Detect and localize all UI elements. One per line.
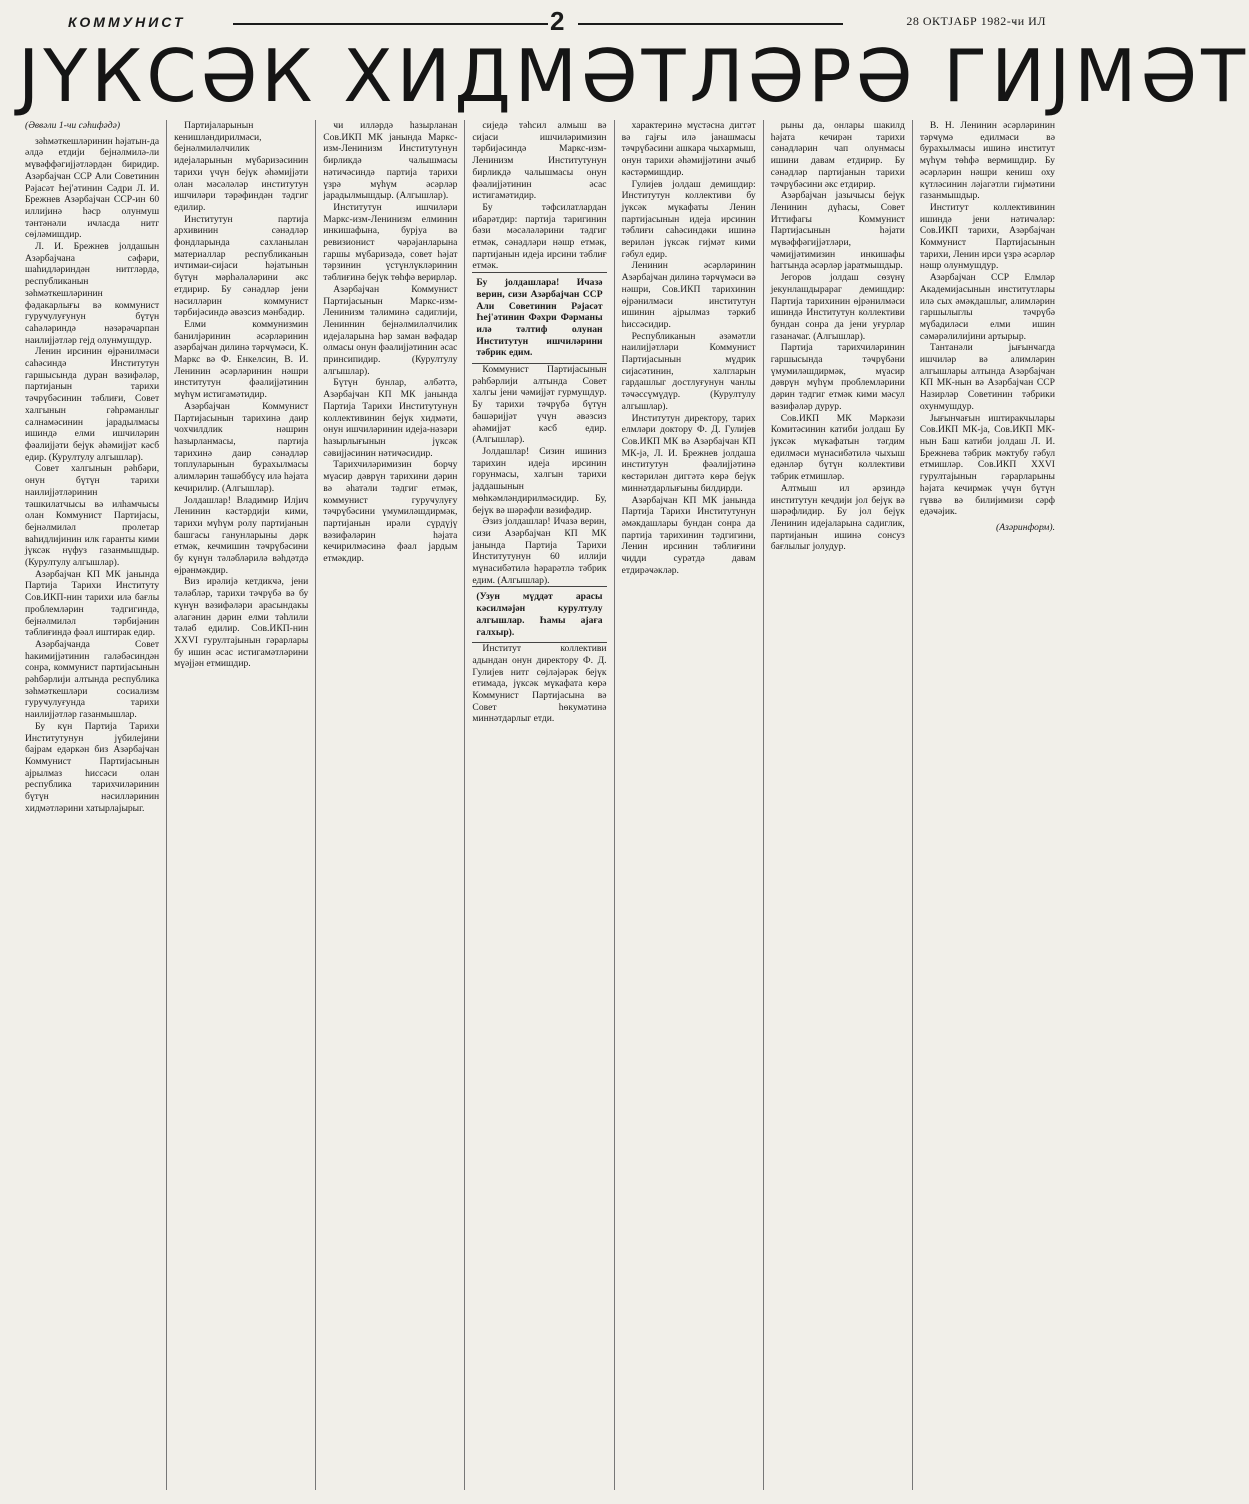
masthead [18, 8, 1062, 36]
paragraph: Азәрбајҹан ССР Елмләр Академијасынын институтлары илә сых әмәкдашлыг, алимләрин гаршылыглы тәҹрүбә мүбадиләси елми ишин сәмәрәлилијини артырыр. [919, 272, 1055, 342]
paragraph: зәһмәткешләринин һәјатын-да әлдә етдији бејнәлмилә-ли мүвәффәгијјәтләрдән биридир. Азәрбајҹан ССР Али Советинин Рәјасәт Һеј'әтинин Сәдри Л. И. Брежнев Азәрбајҹан ССР-ин 60 иллијинә һәср олунмуш тәнтәнәли иҹласда нитг сөјләмишдир. [25, 135, 160, 241]
paragraph: Республиканын әзәмәтли наилијјәтләри Коммунист Партијасынын мүдрик сијасәтинин, халгларын гардашлыг достлуғунун ҹанлы тәҹәссүмүдүр. (Курултулу алгышлар). [621, 330, 756, 412]
news-agency-signature: (Азәринформ). [996, 521, 1055, 533]
paragraph: Институт коллективинин ишиндә јени нәтиҹәләр: Сов.ИКП тарихи, Азәрбајҹан Коммунист Партијасынын тарихи, Ленин ирси үзрә әсәрләр нәшр олунмушдур. [919, 201, 1055, 272]
paragraph: Ленинин әсәрләринин Азәрбајҹан дилинә тәрҹүмәси вә нәшри, Сов.ИКП тарихинин өјрәнилмәси институтун ишинин ајрылмаз тәркиб һиссәсидир. [621, 260, 756, 330]
paragraph: Совет халгынын рәһбәри, онун бүтүн тарихи наилијјәтләринин тәшкилатчысы вә илһамчысы олан Коммунист Партијасы, бејнәлмиләл пролетар ваһидлијинин илк гаранты кими јүксәк нүфуз газанмышдыр. (Курултулу алгышлар). [25, 463, 160, 569]
paragraph: Азәрбајҹан Коммунист Партијасынын Маркс-изм-Ленинизм тәлиминә садиглији, Лениннин бејнәлмиләлчилик идејаларына һәр заман вәфадар олмасы онун фәалијјәтинин әсас принсипидир. (Курултулу алгышлар). [323, 283, 458, 377]
paragraph: характеринә мүстәсна диггәт вә гајғы илә јанашмасы тәҹрүбәсини ашкара чыхармыш, онун тарихи әһәмијјәтини ачыб кәстәрмишдир. [621, 120, 756, 178]
paragraph: Азәрбајҹан јазычысы бејүк Ленинин дүһасы, Совет Иттифагы Коммунист Партијасынын һәјати мүвәффәгијјәтләри, ҹәмијјәтимизин инкишафы һаггында әсәрләр јаратмышдыр. [770, 190, 905, 272]
paragraph: Азәрбајҹанда Совет һакимијјәтинин галәбәсиндән сонра, коммунист партијасынын рәһбәрлији алтында республика зәһмәткешләри сосиализм гуруҹулуғунда тарихи наилијјәтләр газанмышлар. [25, 638, 160, 721]
article-body [18, 120, 1062, 1490]
paragraph: Азәрбајҹан Коммунист Партијасынын тарихинә даир чохҹилдлик нәшрин һазырланмасы, партија тарихинә даир сәнәдләр топлуларынын бурахылмасы алимләрин тәшәббүсү илә һәјата кечирилир. (Алгышлар). [174, 400, 309, 494]
masthead-rule [578, 23, 843, 25]
paragraph: Алтмыш ил әрзиндә институтун кечдији јол бејүк вә шәрәфлидир. Бу јол бејүк Ленинин идејаларына садиглик, партијанын ишинә сонсуз бағлылыг јолудур. [770, 482, 905, 553]
paragraph: Бу күн Партија Тарихи Институтунун јүбилејини бајрам едәркән биз Азәрбајҹан Коммунист Партијасынын ајрылмаз һиссәси олан республика тарихчиләринин бүтүн нәсилләринин хидмәтләрини хатырлајырыг. [25, 720, 160, 814]
page-number: 2 [550, 6, 565, 36]
paragraph: Коммунист Партијасынын рәһбәрлији алтында Совет халгы јени ҹәмијјәт гурмушдур. Бу тарихи тәҹрүбә бүтүн бәшәријјәт үчүн әвәзсиз әһәмијјәт кәсб едир. (Алгышлар). [472, 364, 607, 446]
paper-name: КОММУНИСТ [68, 14, 186, 30]
paragraph: Ленин ирсинин өјрәнилмәси саһәсиндә Институтун гаршысында дуран вәзифәләр, партијанын тарихи тәҹрүбәсинин тәблиғи, Совет халгынын гәһрәманлыг салнамәсинин јарадылмасы ишиндә елми ишчиләрин фәалијјәти бејүк әһәмијјәт кәсб едир. (Курултулу алгышлар). [25, 346, 160, 463]
paragraph: Јолдашлар! Владимир Илјич Ленинин кәстәрдији кими, тарихи мүһүм ролу партијанын башгасы ганунларыны дәрк етмәк, кечмишин тәҹрүбәсини бу күнүн тәләбләрилә вәһдәтдә өјрәнмәкдир. [174, 494, 309, 576]
article-column [316, 120, 465, 1490]
paragraph: Азәрбајҹан КП МК јанында Партија Тарихи Институтунун әмәкдашлары бундан сонра да партија тарихинин тәдгигини, Ленин ирсинин тәблиғини ҹидди сурәтдә давам етдирәҹәкләр. [621, 494, 756, 576]
applause-note: (Узун мүддәт арасы кәсилмәјән курултулу алгышлар. Һамы ајаға галхыр). [472, 586, 606, 643]
paragraph: Институтун директору, тарих елмләри доктору Ф. Д. Гулијев Сов.ИКП МК вә Азәрбајҹан КП МК-јә, Л. И. Брежнев јолдаша институтун фәалијјәтинә көстәрилән диггәтә көрә бејүк миннәтдарлығыны билдирди. [621, 412, 756, 494]
masthead-rule [233, 23, 548, 25]
paragraph: Партијаларынын кенишләндирилмәси, бејнәлмиләлчилик идејаларынын мүбаризәсинин тарихи үчүн бејүк әһәмијјәти олан мәсәләләр институтун ишчиләри тәрәфиндән тәдгиг едилир. [174, 120, 309, 213]
boxed-note: Бу јолдашлара! Ичазә верин, сизи Азәрбајҹан ССР Али Советинин Рәјасәт Һеј'әтинин Фәхри Фәрманы илә тәлтиф олунан Институтун ишчиләрини тәбрик едим. [472, 272, 606, 364]
paragraph: Тарихчиләримизин борҹу мүасир дәврүн тарихини дәрин вә әһатәли тәдгиг етмәк, коммунист гуруҹулуғу тәҹрүбәсини үмумиләшдирмәк, партијанын ирәли сүрдүјү вәзифәләрин һәјата кечирилмәсинә фәал јардым етмәкдир. [323, 459, 458, 565]
paragraph: Әзиз јолдашлар! Ичазә верин, сизи Азәрбајҹан КП МК јанында Партија Тарихи Институтунун 60 иллији мүнасибәтилә һәрарәтлә тәбрик едим. (Алгышлар). [472, 516, 607, 586]
paragraph: Азәрбајҹан КП МК јанында Партија Тарихи Институту Сов.ИКП-нин тарихи илә бағлы проблемләрин тәдгигиндә, бејнәлмиләл тәрбијәнин тәблиғиндә фәал иштирак едир. [25, 568, 160, 639]
paragraph: Виз ирәлијә кетдикҹә, јени тәләбләр, тарихи тәҹрүбә вә бу күнүн вәзифәләри арасындакы әлагәнин дәрин елми тәһлили тәләб едилир. Сов.ИКП-нин XXVI гурултајынын гәрарлары бу ишин әсас истигамәтләрини мүәјјән етмишдир. [174, 576, 309, 670]
paragraph: Институтун ишчиләри Маркс-изм-Ленинизм елминин инкишафына, бурјуа вә ревизионист ҹәрәјанларына гаршы мүбаризәдә, совет һәјат тәрзинин үстүнлүкләринин тәблиғинә бејүк төһфә верирләр. [323, 201, 458, 284]
paragraph: Јығынҹағын иштиракчылары Сов.ИКП МК-ја, Сов.ИКП МК-нын Баш катиби јолдаш Л. И. Брежнева тәбрик мәктубу гәбул етмишләр. Сов.ИКП XXVI гурултајынын гәрарларыны һәјата кечирмәк үчүн бүтүн гүввә вә билијимизи сәрф едәҹәјик. [919, 412, 1055, 518]
paragraph: Јолдашлар! Сизин ишиниз тарихин идеја ирсинин горунмасы, халгын тарихи јаддашынын мөһкәмләндирилмәсидир. Бу, бејүк вә шәрәфли вәзифәдир. [472, 445, 607, 516]
paragraph: Јегоров јолдаш сөзүнү јекунлашдырараг демишдир: Партија тарихинин өјрәнилмәси ишиндә Институтун коллективи бундан сонра да јени уғурлар газанаҹаг. (Алгышлар). [770, 272, 905, 342]
paragraph: Институт коллективи адындан онун директору Ф. Д. Гулијев нитг сөјләјәрәк бејүк етимада, јүксәк мүкафата көрә Коммунист Партијасына вә Совет һөкумәтинә миннәтдарлыг етди. [472, 643, 607, 725]
article-column [167, 120, 316, 1490]
article-column [764, 120, 913, 1490]
main-headline: ЈҮКСӘК ХИДМӘТЛӘРӘ ГИЈМӘТ [18, 34, 1249, 118]
paragraph: рыны да, онлары шакилд һәјата кечирән тарихи сәнәдләрин чап олунмасы ишини давам етдирир. Бу сәнәдләр партијанын тарихи тәҹрүбәсини әкс етдирир. [770, 120, 905, 190]
continuation-note: (Әввәли 1-чи сәһифәдә) [25, 120, 121, 131]
paragraph: Л. И. Брежнев јолдашын Азәрбајҹана сәфәри, шаһидләриндән нитгләрдә, республиканын зәһмәткешләринин фәдакарлығы вә коммунист гуруҹулуғунун бүтүн саһәләриндә нәзәрәчарпан наилијјәтләр гејд олунмушдур. [25, 241, 160, 346]
paragraph: Бүтүн бунлар, әлбәттә, Азәрбајҹан КП МК јанында Партија Тарихи Институтунун коллективинин бејүк хидмәти, онун ишчиләринин идеја-нәзәри һазырлығынын јүксәк сәвијјәсинин нәтиҹәсидир. [323, 377, 458, 459]
paragraph: Тантанәли јығынҹагда ишчиләр вә алимләрин алгышлары алтында Азәрбајҹан КП МК-нын вә Азәрбајҹан ССР Назирләр Советинин тәбрики охунмушдур. [919, 342, 1055, 412]
paragraph: В. Н. Ленинин әсәрләринин тәрҹүмә едилмәси вә бурахылмасы ишинә институт мүһүм төһфә вермишдир. Бу әсәрләрин нәшри кениш оху күтләсинин ләјагәтли гијмәтини газанмышдыр. [919, 120, 1055, 202]
paragraph: ҹи илләрдә һазырланан Сов.ИКП МК јанында Маркс-изм-Ленинизм Институтунун бирликдә чалышмасы нәтиҹәсиндә партија тарихи үзрә мүһүм әсәрләр јарадылмышдыр. (Алгышлар). [323, 120, 458, 202]
paragraph: Сов.ИКП МК Мәркәзи Комитәсинин катиби јолдаш Бу јүксәк мүкафатын тәгдим едилмәси мүнасибәтилә чыхыш едәнләр бүтүн коллективи тәбрик етмишләр. [770, 412, 905, 483]
paragraph: Гулијев јолдаш демишдир: Институтун коллективи бу јүксәк мүкафаты Ленин партијасынын идеја ирсинин тәблиғи саһәсиндәки ишинә верилән јүксәк гијмәт кими гәбул едир. [621, 178, 756, 260]
article-column [615, 120, 764, 1490]
article-column [913, 120, 1062, 1490]
paragraph: Елми коммунизмин банилјәринин әсәрләринин азәрбајҹан дилинә тәрҹүмәси, К. Маркс вә Ф. Енкелсин, В. И. Ленинин әсәрләринин нәшри институтун фәалијјәтинин мүһүм истигамәтидир. [174, 318, 309, 401]
paragraph: Институтун партија архивинин сәнәдләр фондларында сахланылан материаллар республиканын ичтимаи-сијаси һәјатынын бүтүн мәрһәләләрини әкс етдирир. Бу сәнәдләр јени нәсилләрин коммунист тәрбијәсиндә әвәзсиз мәнбәдир. [174, 213, 309, 319]
paragraph: Партија тарихчиләринин гаршысында тәҹрүбәни үмумиләшдирмәк, мүасир дәврүн мүһүм проблемләрини дәрин тәдгиг етмәк кими мәсул вәзифәләр дурур. [770, 342, 905, 412]
article-column [18, 120, 167, 1490]
article-column [465, 120, 614, 1490]
issue-date: 28 ОКТЈАБР 1982-ҹи ИЛ [906, 14, 1046, 28]
paragraph: Бу тәфсилатлардан ибарәтдир: партија таригинин бәзи мәсәләләрини тәдгиг етмәк, сәнәдләри нәшр етмәк, партијанын идеја ирсини тәблиғ етмәк. [472, 201, 607, 272]
paragraph: сиједә тәһсил алмыш вә сијаси ишчиләримизин тәрбијәсиндә Маркс-изм-Ленинизм Институтунун бирликдә чалышмасы онун фәалијјәтинин әсас истигамәтидир. [472, 120, 607, 202]
